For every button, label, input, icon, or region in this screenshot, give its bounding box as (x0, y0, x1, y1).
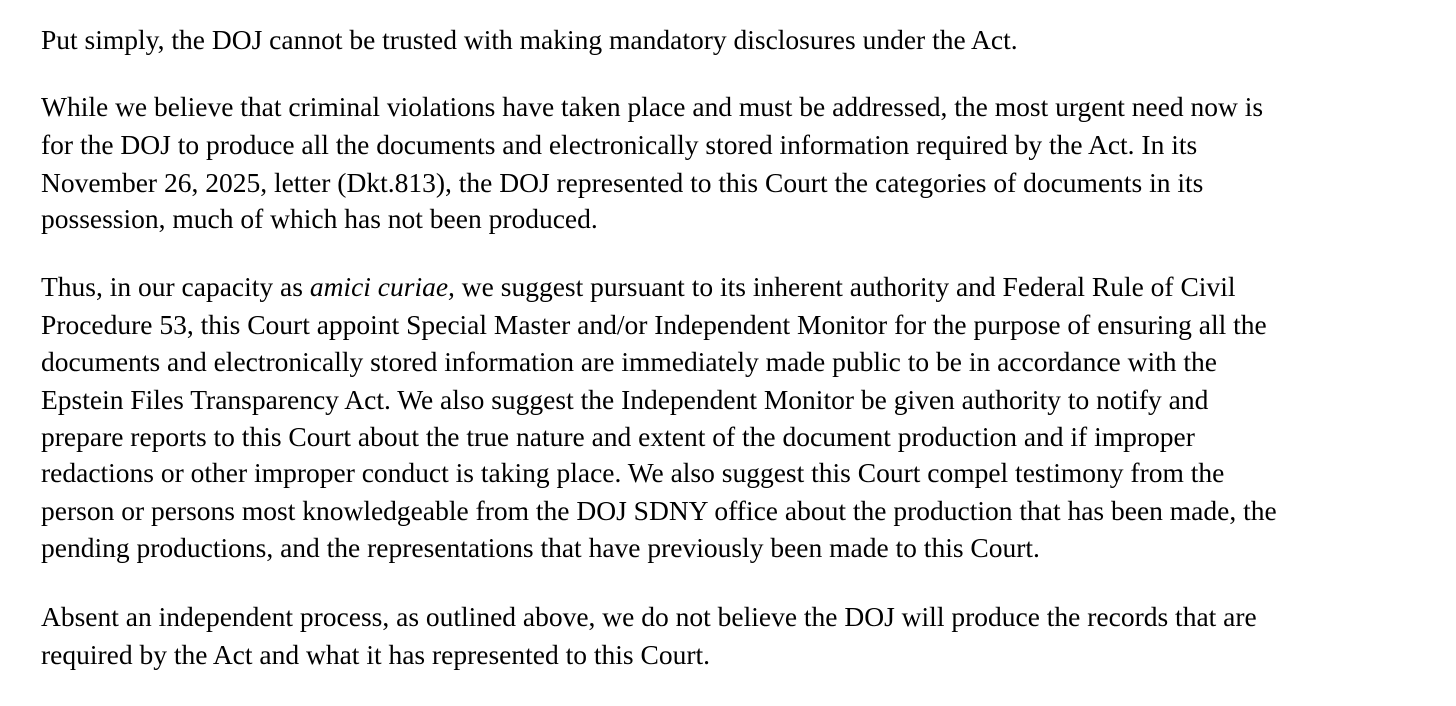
text-line (41, 268, 1421, 306)
text-line: Absent an independent process, as outlined above, we do not believe the DOJ will produce the records that are (41, 601, 1257, 632)
paragraph-4 (41, 598, 1421, 673)
text-line: person or persons most knowledgeable from the DOJ SDNY office about the production that has been made, the (41, 495, 1277, 526)
text-line: redactions or other improper conduct is taking place. We also suggest this Court compel testimony from the (41, 457, 1225, 488)
text-line: pending productions, and the representations that have previously been made to this Court. (41, 532, 1040, 563)
paragraph-1 (41, 21, 1421, 58)
text-line: required by the Act and what it has represented to this Court. (41, 639, 710, 670)
text-line: Put simply, the DOJ cannot be trusted with making mandatory disclosures under the Act. (41, 24, 1018, 55)
italic-term: amici curiae, (309, 271, 455, 302)
text-line: possession, much of which has not been produced. (41, 203, 598, 234)
paragraph-2 (41, 88, 1421, 237)
text-line: for the DOJ to produce all the documents and electronically stored information required by the Act. In its (41, 129, 1198, 160)
paragraph-3 (41, 268, 1421, 566)
text-line: Epstein Files Transparency Act. We also suggest the Independent Monitor be given authority to notify and (41, 384, 1209, 415)
text-line: Procedure 53, this Court appoint Special Master and/or Independent Monitor for the purpose of ensuring all the (41, 309, 1267, 340)
text-line: November 26, 2025, letter (Dkt.813), the DOJ represented to this Court the categories of documents in its (41, 167, 1204, 198)
text-line: documents and electronically stored information are immediately made public to be in accordance with the (41, 346, 1217, 377)
text-segment: Thus, in our capacity as (41, 271, 310, 302)
text-line: prepare reports to this Court about the true nature and extent of the document production and if improper (41, 421, 1195, 452)
text-segment: we suggest pursuant to its inherent authority and Federal Rule of Civil (454, 271, 1236, 302)
text-line: While we believe that criminal violations have taken place and must be addressed, the most urgent need now is (41, 91, 1264, 122)
